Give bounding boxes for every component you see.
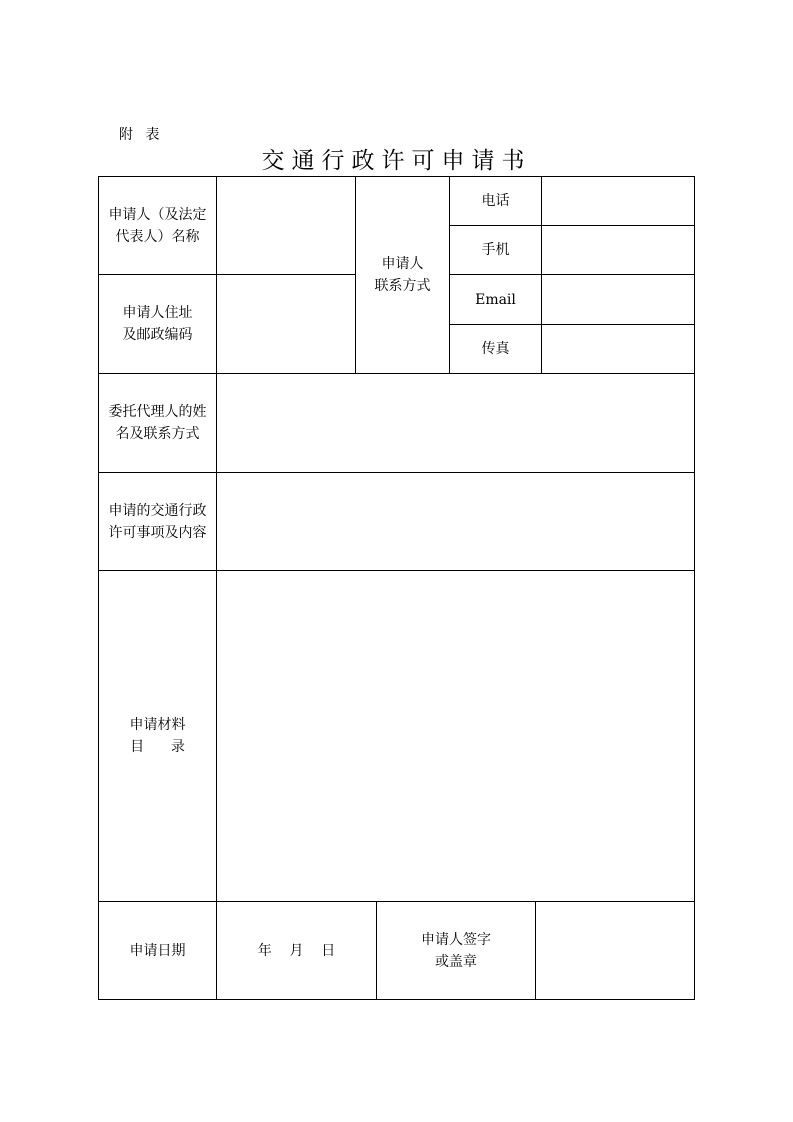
- applicant-name-label-line2: 代表人）名称: [115, 228, 200, 245]
- applicant-address-field[interactable]: [217, 275, 355, 373]
- application-form-table: [98, 176, 695, 1000]
- matter-label: [99, 473, 216, 570]
- mobile-field[interactable]: [542, 226, 694, 274]
- signature-label: [377, 902, 535, 999]
- agent-label-line1: 委托代理人的姓: [108, 404, 207, 420]
- materials-field[interactable]: [217, 571, 694, 901]
- matter-label-line1: 申请的交通行政: [108, 502, 207, 519]
- applicant-address-label: [99, 275, 216, 373]
- agent-label: [99, 374, 216, 472]
- applicant-name-label-line1: 申请人（及法定: [108, 206, 207, 223]
- signature-field[interactable]: [536, 902, 694, 999]
- applicant-name-label: [99, 177, 216, 274]
- applicant-address-label-line1: 申请人住址: [122, 305, 193, 321]
- table-border-right: [694, 176, 695, 1000]
- matter-field[interactable]: [217, 473, 694, 570]
- signature-label-line1: 申请人签字: [421, 931, 491, 948]
- email-field[interactable]: [542, 275, 694, 324]
- materials-label: [99, 571, 216, 901]
- matter-label-line2: 许可事项及内容: [108, 524, 207, 541]
- materials-label-line1: 申请材料: [129, 717, 186, 733]
- table-border-bottom: [98, 999, 695, 1000]
- signature-label-line2: 或盖章: [435, 953, 477, 970]
- email-label: Email: [475, 291, 516, 308]
- mobile-label: 手机: [481, 242, 510, 258]
- materials-label-line2: 目 录: [130, 739, 185, 755]
- date-label: 申请日期: [129, 942, 186, 959]
- phone-field[interactable]: [542, 177, 694, 225]
- agent-label-line2: 名及联系方式: [115, 426, 200, 442]
- applicant-address-label-line2: 及邮政编码: [122, 327, 193, 343]
- contact-label-line2: 联系方式: [374, 278, 431, 294]
- date-value: 年 月 日: [257, 942, 336, 959]
- applicant-name-field[interactable]: [217, 177, 355, 274]
- phone-label: 电话: [481, 193, 510, 209]
- contact-label-line1: 申请人: [381, 256, 424, 272]
- contact-label: [356, 177, 449, 373]
- fax-field[interactable]: [542, 325, 694, 373]
- fax-label: 传真: [481, 341, 510, 357]
- page-title: 交通行政许可申请书: [261, 148, 532, 174]
- appendix-label: 附 表: [119, 127, 164, 143]
- agent-field[interactable]: [217, 374, 694, 472]
